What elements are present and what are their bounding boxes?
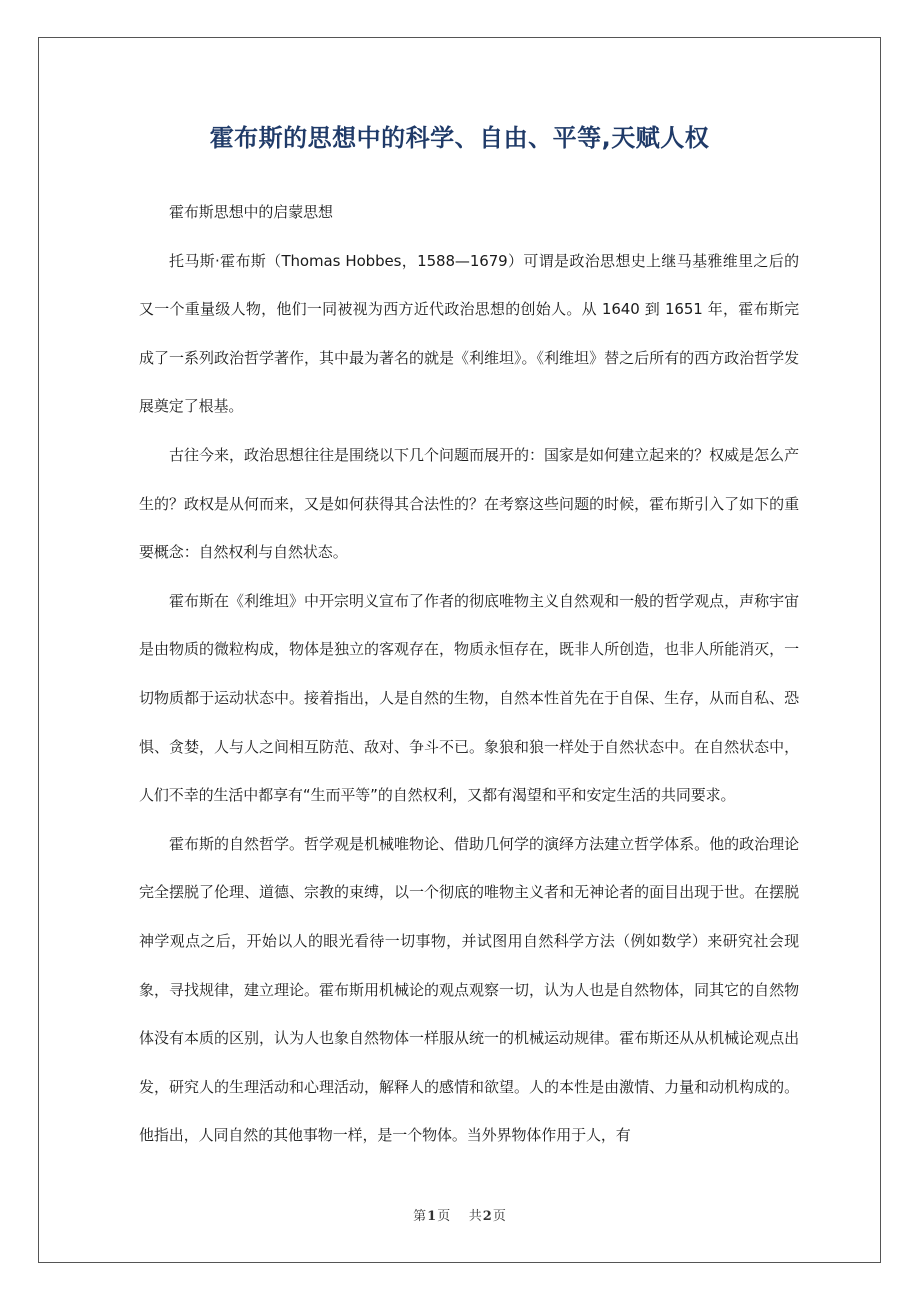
paragraph: 古往今来，政治思想往往是围绕以下几个问题而展开的：国家是如何建立起来的？权威是怎么产生的？政权是从何而来，又是如何获得其合法性的？在考察这些问题的时候，霍布斯引入了如下的重要概念：自然权利与自然状态。 — [139, 445, 799, 562]
paragraph-subheading: 霍布斯思想中的启蒙思想 — [169, 203, 333, 221]
page-unit: 页 — [437, 1209, 451, 1224]
total-unit: 页 — [492, 1209, 506, 1224]
page-prefix: 第 — [413, 1209, 427, 1224]
page-current: 1 — [427, 1209, 437, 1224]
page-footer — [38, 1205, 881, 1224]
total-prefix: 共 — [468, 1209, 482, 1224]
paragraph: 霍布斯在《利维坦》中开宗明义宣布了作者的彻底唯物主义自然观和一般的哲学观点，声称宇宙是由物质的微粒构成，物体是独立的客观存在，物质永恒存在，既非人所创造，也非人所能消灭，一切物质都于运动状态中。接着指出，人是自然的生物，自然本性首先在于自保、生存，从而自私、恐惧、贪婪，人与人之间相互防范、敌对、争斗不已。象狼和狼一样处于自然状态中。在自然状态中，人们不幸的生活中都享有“生而平等”的自然权利，又都有渴望和平和安定生活的共同要求。 — [139, 591, 799, 805]
document-title: 霍布斯的思想中的科学、自由、平等,天赋人权 — [209, 124, 710, 152]
paragraph: 霍布斯的自然哲学。哲学观是机械唯物论、借助几何学的演绎方法建立哲学体系。他的政治理论完全摆脱了伦理、道德、宗教的束缚，以一个彻底的唯物主义者和无神论者的面目出现于世。在摆脱神学观点之后，开始以人的眼光看待一切事物，并试图用自然科学方法（例如数学）来研究社会现象，寻找规律，建立理论。霍布斯用机械论的观点观察一切，认为人也是自然物体，同其它的自然物体没有本质的区别，认为人也象自然物体一样服从统一的机械运动规律。霍布斯还从从机械论观点出发，研究人的生理活动和心理活动，解释人的感情和欲望。人的本性是由激情、力量和动机构成的。他指出，人同自然的其他事物一样，是一个物体。当外界物体作用于人，有 — [139, 834, 799, 1145]
paragraph: 托马斯·霍布斯（Thomas Hobbes，1588—1679）可谓是政治思想史上继马基雅维里之后的又一个重量级人物，他们一同被视为西方近代政治思想的创始人。从 1640 到 1651 年，霍布斯完成了一系列政治哲学著作，其中最为著名的就是《利维坦》。《利维坦》替之后所有的西方政治哲学发展奠定了根基。 — [139, 251, 799, 416]
page-total: 2 — [482, 1209, 492, 1224]
document-body — [139, 188, 799, 1160]
